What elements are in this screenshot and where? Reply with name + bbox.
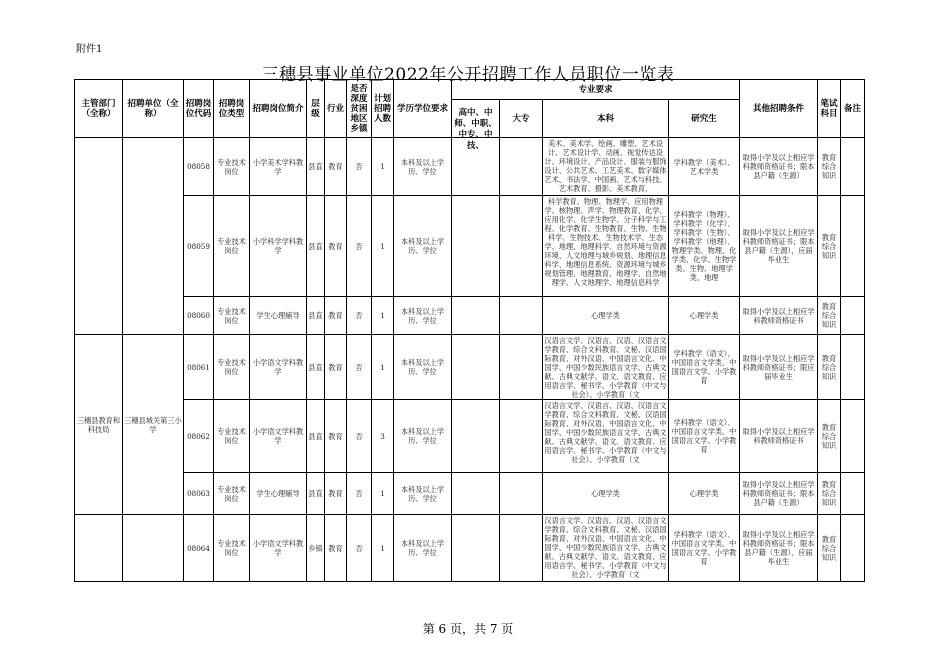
page-footer: 第 6 页，共 7 页 xyxy=(422,622,514,636)
remark-cell xyxy=(841,196,865,297)
industry-cell: 教育 xyxy=(325,335,347,400)
bachelor-text: 汉语言文学、汉语言、汉语、汉语言文学教育、综合文科教育、文秘、汉语国际教育、对外汉语、中国语言文化、中国学、中国少数民族语言文学、古典文献、古典文献学、语文、语文教育、应用语言学、秘书学、小学教育（中文与社会）、小学教育（文 xyxy=(544,336,667,399)
bachelor-text: 汉语言文学、汉语言、汉语、汉语言文学教育、综合文科教育、文秘、汉语国际教育、对外汉语、中国语言文化、中国学、中国少数民族语言文学、古典文献、古典文献学、语文、语文教育、应用语言学、秘书学、小学教育（中文与社会）、小学教育（文 xyxy=(544,401,667,464)
header-row xyxy=(75,80,865,100)
industry-cell: 教育 xyxy=(325,515,347,582)
job-table xyxy=(74,79,865,582)
poor-area-cell: 否 xyxy=(347,473,372,515)
post-desc-cell: 小学语文学科教学 xyxy=(250,515,307,582)
bachelor-cell xyxy=(543,335,669,400)
industry-cell: 教育 xyxy=(325,297,347,335)
remark-cell xyxy=(841,400,865,473)
table-row xyxy=(75,515,865,582)
table-row xyxy=(75,335,865,400)
table-row xyxy=(75,297,865,335)
bachelor-cell xyxy=(543,515,669,582)
college-cell xyxy=(500,138,543,196)
other-cell: 取得小学及以上相应学科教师资格证书；限本县户籍（生源）、应届毕业生 xyxy=(740,515,818,582)
education-cell: 本科及以上学历、学位 xyxy=(394,196,452,297)
exam-cell: 教育综合知识 xyxy=(818,297,841,335)
secondary-cell xyxy=(452,297,500,335)
education-cell: 本科及以上学历、学位 xyxy=(394,515,452,582)
college-cell xyxy=(500,196,543,297)
exam-cell: 教育综合知识 xyxy=(818,138,841,196)
table-row xyxy=(75,196,865,297)
table-row xyxy=(75,400,865,473)
college-cell xyxy=(500,400,543,473)
header-education: 学历学位要求 xyxy=(394,80,452,138)
header-industry: 行业 xyxy=(325,80,347,138)
code-cell: 08062 xyxy=(184,400,214,473)
college-cell xyxy=(500,515,543,582)
education-cell: 本科及以上学历、学位 xyxy=(394,400,452,473)
graduate-cell: 学科教学（物理）、学科教学（化学）、学科教学（生物）、学科教学（地理）、物理学类、物理、化学类、化学、生物学类、生物、地理学类、地理 xyxy=(669,196,740,297)
graduate-cell: 心理学类 xyxy=(669,473,740,515)
secondary-cell xyxy=(452,196,500,297)
level-cell: 县直 xyxy=(307,473,325,515)
level-cell: 县直 xyxy=(307,400,325,473)
header-bachelor: 本科 xyxy=(543,100,669,138)
code-cell: 08061 xyxy=(184,335,214,400)
remark-cell xyxy=(841,138,865,196)
remark-cell xyxy=(841,297,865,335)
secondary-cell xyxy=(452,335,500,400)
code-cell: 08064 xyxy=(184,515,214,582)
unit-cell-top xyxy=(123,138,184,335)
dept-cell-top xyxy=(75,138,123,335)
other-cell: 取得小学及以上相应学科教师资格证书 xyxy=(740,297,818,335)
post-desc-cell: 小学语文学科教学 xyxy=(250,335,307,400)
education-cell: 本科及以上学历、学位 xyxy=(394,138,452,196)
code-cell: 08063 xyxy=(184,473,214,515)
college-cell xyxy=(500,297,543,335)
header-post-desc: 招聘岗位简介 xyxy=(250,80,307,138)
secondary-cell xyxy=(452,515,500,582)
header-category: 招聘岗位类型 xyxy=(214,80,250,138)
bachelor-cell xyxy=(543,138,669,196)
bachelor-text: 美术、美术学、绘画、雕塑、艺术设计、艺术设计学、动画、视觉传达设计、环境设计、产品设计、服装与服饰设计、公共艺术、工艺美术、数字媒体艺术、书法学、中国画、艺术与科技、艺术教育、摄影、美术教育、 xyxy=(544,139,667,193)
exam-cell: 教育综合知识 xyxy=(818,515,841,582)
education-cell: 本科及以上学历、学位 xyxy=(394,473,452,515)
code-cell: 08060 xyxy=(184,297,214,335)
industry-cell: 教育 xyxy=(325,400,347,473)
secondary-cell xyxy=(452,400,500,473)
dept-cell: 三穗县教育和科技局 xyxy=(75,335,123,515)
graduate-cell: 学科教学（美术）、艺术学类 xyxy=(669,138,740,196)
graduate-cell: 学科教学（语文）、中国语言文学类、中国语言文学、小学教育 xyxy=(669,515,740,582)
level-cell: 县直 xyxy=(307,335,325,400)
plan-cell: 1 xyxy=(372,196,394,297)
header-poor-area: 是否深度贫困地区乡镇 xyxy=(347,80,372,138)
unit-cell-bottom xyxy=(123,515,184,582)
header-code: 招聘岗位代码 xyxy=(184,80,214,138)
category-cell: 专业技术岗位 xyxy=(214,515,250,582)
industry-cell: 教育 xyxy=(325,473,347,515)
plan-cell: 1 xyxy=(372,473,394,515)
exam-cell: 教育综合知识 xyxy=(818,400,841,473)
plan-cell: 1 xyxy=(372,297,394,335)
annex-label: 附件1 xyxy=(76,44,103,55)
bachelor-cell: 心理学类 xyxy=(543,473,669,515)
bachelor-text: 汉语言文学、汉语言、汉语、汉语言文学教育、综合文科教育、文秘、汉语国际教育、对外汉语、中国语言文化、中国学、中国少数民族语言文学、古典文献、古典文献学、语文、语文教育、应用语言学、秘书学、小学教育（中文与社会）、小学教育（文 xyxy=(544,516,667,579)
plan-cell: 1 xyxy=(372,335,394,400)
header-unit: 招聘单位（全称） xyxy=(123,80,184,138)
post-desc-cell: 学生心理辅导 xyxy=(250,297,307,335)
post-desc-cell: 小学科学学科教学 xyxy=(250,196,307,297)
code-cell: 08058 xyxy=(184,138,214,196)
remark-cell xyxy=(841,335,865,400)
level-cell: 乡镇 xyxy=(307,515,325,582)
poor-area-cell: 否 xyxy=(347,297,372,335)
graduate-cell: 心理学类 xyxy=(669,297,740,335)
code-cell: 08059 xyxy=(184,196,214,297)
exam-cell: 教育综合知识 xyxy=(818,473,841,515)
graduate-cell: 学科教学（语文）、中国语言文学类、中国语言文学、小学教育 xyxy=(669,335,740,400)
secondary-cell xyxy=(452,473,500,515)
header-plan: 计划招聘人数 xyxy=(372,80,394,138)
industry-cell: 教育 xyxy=(325,138,347,196)
plan-cell: 1 xyxy=(372,138,394,196)
post-desc-cell: 学生心理辅导 xyxy=(250,473,307,515)
category-cell: 专业技术岗位 xyxy=(214,400,250,473)
other-cell: 取得小学及以上相应学科教师资格证书；限本县户籍（生源） xyxy=(740,138,818,196)
remark-cell xyxy=(841,473,865,515)
header-exam: 笔试科目 xyxy=(818,80,841,138)
education-cell: 本科及以上学历、学位 xyxy=(394,335,452,400)
other-cell: 取得小学及以上相应学科教师资格证书；限本县户籍（生源），应届毕业生 xyxy=(740,196,818,297)
page-title: 三穗县事业单位2022年公开招聘工作人员职位一览表 xyxy=(261,65,675,85)
header-college: 大专 xyxy=(500,100,543,138)
header-dept: 主管部门（全称） xyxy=(75,80,123,138)
bachelor-cell: 心理学类 xyxy=(543,297,669,335)
category-cell: 专业技术岗位 xyxy=(214,196,250,297)
post-desc-cell: 小学美术学科教学 xyxy=(250,138,307,196)
header-graduate: 研究生 xyxy=(669,100,740,138)
poor-area-cell: 否 xyxy=(347,335,372,400)
other-cell: 取得小学及以上相应学科教师资格证书；限本县户籍（生源） xyxy=(740,473,818,515)
header-secondary xyxy=(452,100,500,151)
other-cell: 取得小学及以上相应学科教师资格证书 xyxy=(740,400,818,473)
header-remark: 备注 xyxy=(841,80,865,138)
header-level: 层级 xyxy=(307,80,325,138)
exam-cell: 教育综合知识 xyxy=(818,335,841,400)
post-desc-cell: 小学语文学科教学 xyxy=(250,400,307,473)
level-cell: 县直 xyxy=(307,297,325,335)
industry-cell: 教育 xyxy=(325,196,347,297)
header-major-group: 专业要求 xyxy=(452,80,740,100)
exam-cell: 教育综合知识 xyxy=(818,196,841,297)
bachelor-cell xyxy=(543,196,669,297)
header-other: 其他招聘条件 xyxy=(740,80,818,138)
poor-area-cell: 否 xyxy=(347,515,372,582)
plan-cell: 1 xyxy=(372,515,394,582)
bachelor-cell xyxy=(543,400,669,473)
bachelor-text: 科学教育、物理、物理学、应用物理学、核物理、声学、物理教育、化学、应用化学、化学生物学、分子科学与工程、化学教育、生物教育、生物、生物科学、生物技术、生物技术学、生态学、地理、地理科学、自然环境与资源环境、人文地理与城乡规划、地理信息科学、地理信息系统、资源环境与城乡规划管理、地理教育、地理学、自然地理学、人文地理学、地理信息科学 xyxy=(544,197,667,287)
unit-cell: 三穗县城关第三小学 xyxy=(123,335,184,515)
category-cell: 专业技术岗位 xyxy=(214,297,250,335)
table-row xyxy=(75,473,865,515)
college-cell xyxy=(500,335,543,400)
graduate-cell: 学科教学（语文）、中国语言文学类、中国语言文学、小学教育 xyxy=(669,400,740,473)
poor-area-cell: 否 xyxy=(347,400,372,473)
level-cell: 县直 xyxy=(307,138,325,196)
other-cell: 取得小学及以上相应学科教师资格证书；限应届毕业生 xyxy=(740,335,818,400)
remark-cell xyxy=(841,515,865,582)
education-cell: 本科及以上学历、学位 xyxy=(394,297,452,335)
category-cell: 专业技术岗位 xyxy=(214,473,250,515)
college-cell xyxy=(500,473,543,515)
level-cell: 县直 xyxy=(307,196,325,297)
plan-cell: 3 xyxy=(372,400,394,473)
dept-cell-bottom xyxy=(75,515,123,582)
header-secondary-text: 高中、中师、中职、中专、中技、 xyxy=(454,107,497,151)
category-cell: 专业技术岗位 xyxy=(214,138,250,196)
poor-area-cell: 否 xyxy=(347,138,372,196)
poor-area-cell: 否 xyxy=(347,196,372,297)
category-cell: 专业技术岗位 xyxy=(214,335,250,400)
